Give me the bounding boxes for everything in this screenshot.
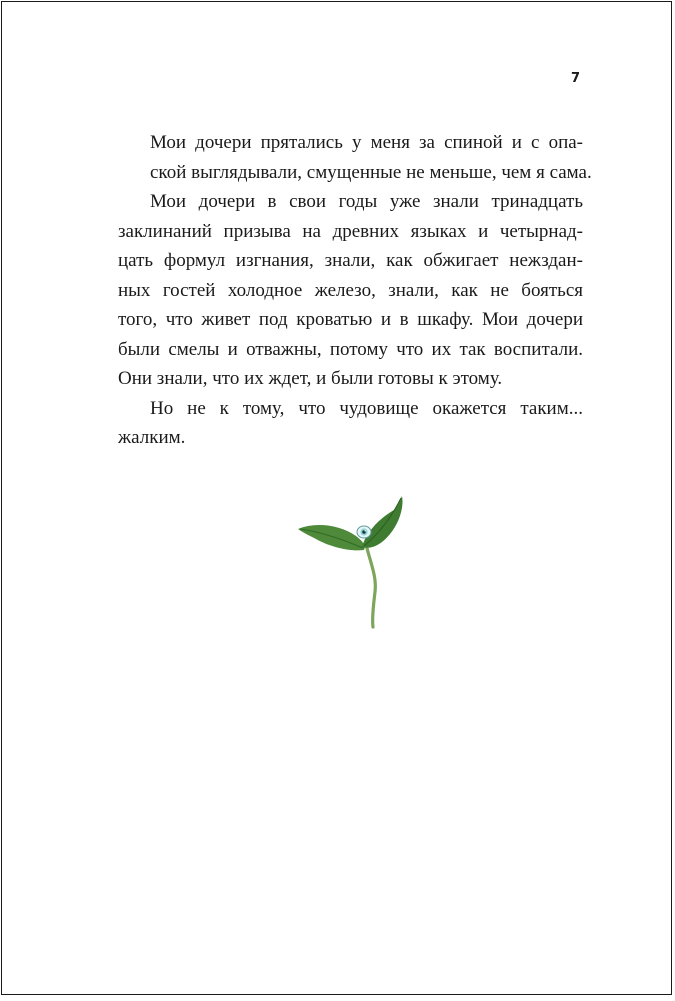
text-line: были смелы и отважны, потому что их так воспитали. — [118, 338, 583, 360]
text-line: заклинаний призыва на древних языках и четырнад- — [118, 220, 583, 242]
paragraph-3 — [118, 394, 583, 453]
text-line: ных гостей холодное железо, знали, как не бояться — [118, 279, 583, 301]
paragraph-2 — [118, 187, 583, 394]
text-line: цать формул изгнания, знали, как обжигает нежздан- — [118, 250, 583, 271]
paragraph-1 — [118, 128, 592, 187]
text-line: Мои дочери в свои годы уже знали тринадцать — [150, 191, 583, 212]
page-number: 7 — [571, 71, 581, 86]
book-page — [1, 1, 672, 995]
text-line: Мои дочери прятались у меня за спиной и с опа- — [150, 132, 583, 153]
text-line: Они знали, что их ждет, и были готовы к этому. — [118, 368, 503, 389]
text-line: ской выглядывали, смущенные не меньше, чем я сама. — [150, 161, 592, 183]
sprout-left-leaf — [298, 525, 365, 550]
sprout-right-leaf — [362, 496, 403, 548]
text-line: Но не к тому, что чудовище окажется таким... — [150, 397, 583, 419]
body-text — [118, 128, 592, 453]
text-line: того, что живет под кроватью и в шкафу. Мои дочери — [118, 309, 583, 330]
sprout-stem — [366, 544, 375, 627]
sprout-illustration — [294, 492, 408, 630]
text-line: жалким. — [118, 427, 186, 448]
